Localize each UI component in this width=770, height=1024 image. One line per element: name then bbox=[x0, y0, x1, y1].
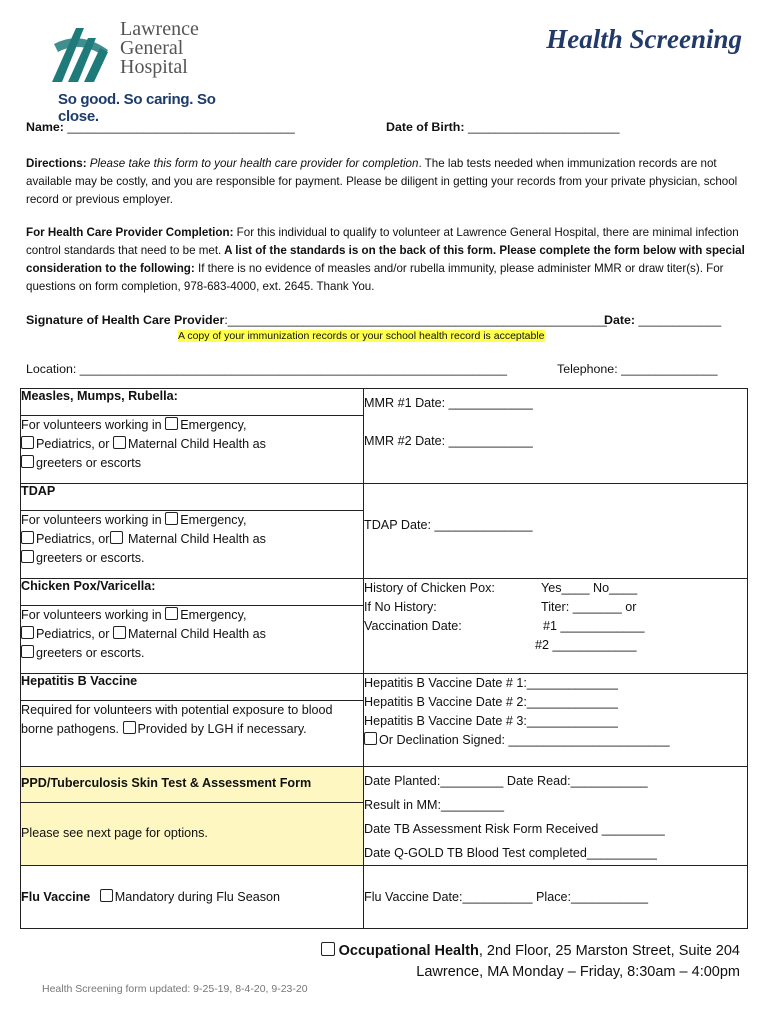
signature-date-label: Date: bbox=[604, 313, 635, 327]
footer-line-2: Lawrence, MA Monday – Friday, 8:30am – 4:00pm bbox=[416, 964, 740, 980]
chickenpox-body bbox=[21, 606, 364, 674]
name-label: Name: bbox=[26, 120, 64, 134]
copy-note bbox=[178, 330, 545, 342]
checkbox-occupational[interactable] bbox=[321, 942, 335, 956]
tdap-pediatrics-label: Pediatrics, or bbox=[36, 532, 110, 546]
date-planted-blank: _________ bbox=[440, 774, 504, 788]
provider-text: For this individual to qualify to volunteer at Lawrence General Hospital, there are minimal infection control standards that need to be met. bbox=[26, 226, 739, 257]
history-yes-no: Yes____ No____ bbox=[541, 581, 638, 595]
history-label: History of Chicken Pox: bbox=[364, 581, 495, 595]
telephone-label: Telephone bbox=[557, 362, 615, 376]
copy-note-text: A copy of your immunization records or your school health record is acceptable bbox=[178, 330, 545, 342]
declination-label: Or Declination Signed: _______________________ bbox=[379, 733, 670, 747]
directions-label: Directions: bbox=[26, 157, 87, 170]
tb-cell bbox=[364, 767, 748, 866]
table-row bbox=[21, 484, 748, 511]
tb-result[interactable] bbox=[364, 793, 747, 817]
hepb-provided-label: Provided by LGH if necessary. bbox=[137, 722, 307, 736]
directions-italic: Please take this form to your health care provider for completion bbox=[89, 157, 419, 170]
directions-text: . The lab tests needed when immunization records are not available may be costly, and you are responsible for payment. Please be diligent in getting your records from your private physician, school record or previous employer. bbox=[26, 157, 738, 206]
checkbox-maternal[interactable] bbox=[110, 531, 123, 544]
chickenpox-titer[interactable] bbox=[364, 598, 747, 617]
provider-paragraph bbox=[26, 224, 748, 296]
location-field[interactable] bbox=[26, 362, 507, 376]
mmr-maternal-label: Maternal Child Health as bbox=[128, 437, 266, 451]
name-field[interactable] bbox=[26, 120, 295, 134]
flu-date-cell bbox=[364, 866, 748, 929]
provider-label: For Health Care Provider Completion: bbox=[26, 226, 234, 239]
date-read-blank: ___________ bbox=[570, 774, 648, 788]
checkbox-maternal[interactable] bbox=[113, 626, 126, 639]
checkbox-greeters[interactable] bbox=[21, 455, 34, 468]
telephone-field[interactable] bbox=[557, 362, 718, 376]
logo-line-3: Hospital bbox=[120, 56, 188, 78]
hepb-declination[interactable] bbox=[364, 731, 747, 750]
table-row bbox=[21, 767, 748, 803]
dob-label: Date of Birth: bbox=[386, 120, 465, 134]
flu-date-place[interactable]: Flu Vaccine Date:__________ Place:___________ bbox=[364, 889, 649, 904]
tdap-header: TDAP bbox=[21, 484, 364, 511]
mmr-emergency-label: Emergency, bbox=[180, 418, 247, 432]
tdap-date[interactable]: TDAP Date: ______________ bbox=[364, 518, 533, 532]
tb-body: Please see next page for options. bbox=[21, 802, 364, 865]
tb-qgold[interactable] bbox=[364, 841, 747, 865]
checkbox-pediatrics[interactable] bbox=[21, 626, 34, 639]
dob-field[interactable] bbox=[386, 120, 620, 134]
mmr-text: For volunteers working in bbox=[21, 418, 166, 432]
checkbox-emergency[interactable] bbox=[165, 607, 178, 620]
location-blank: : ______________________________________________________________ bbox=[72, 362, 507, 376]
chickenpox-vaccination-1[interactable] bbox=[364, 617, 747, 636]
form-updated-note: Health Screening form updated: 9-25-19, 8-4-20, 9-23-20 bbox=[42, 983, 308, 995]
cp-greeters-label: greeters or escorts. bbox=[36, 646, 145, 660]
mmr1-date[interactable]: MMR #1 Date: ____________ bbox=[364, 396, 533, 410]
table-row bbox=[21, 389, 748, 416]
footer-address bbox=[298, 941, 740, 983]
no-history-label: If No History: bbox=[364, 600, 437, 614]
tdap-text: For volunteers working in bbox=[21, 513, 166, 527]
signature-field[interactable] bbox=[26, 313, 607, 327]
titer-blank: Titer: _______ or bbox=[541, 600, 637, 614]
provider-end: If there is no evidence of measles and/or rubella immunity, please administer MMR or draw titer(s). For questions on form completion, 978-683-4000, ext. 2645. Thank You. bbox=[26, 262, 724, 293]
checkbox-pediatrics[interactable] bbox=[21, 436, 34, 449]
logo-line-2: General bbox=[120, 37, 184, 59]
mmr-header: Measles, Mumps, Rubella: bbox=[21, 389, 364, 416]
footer-address-text: , 2nd Floor, 25 Marston Street, Suite 204 bbox=[478, 943, 740, 959]
checkbox-flu[interactable] bbox=[100, 889, 113, 902]
checkbox-greeters[interactable] bbox=[21, 645, 34, 658]
logo-wordmark bbox=[120, 20, 199, 77]
qgold-label: Date Q-GOLD TB Blood Test completed bbox=[364, 846, 587, 860]
name-blank: _________________________________ bbox=[67, 120, 295, 134]
hepb-date-1[interactable]: Hepatitis B Vaccine Date # 1:_____________ bbox=[364, 676, 618, 690]
qgold-blank: __________ bbox=[586, 846, 657, 860]
chickenpox-cell bbox=[364, 579, 748, 674]
directions-paragraph bbox=[26, 155, 748, 209]
logo-line-1: Lawrence bbox=[120, 18, 199, 40]
footer-line-1 bbox=[298, 941, 740, 962]
immunization-table bbox=[20, 388, 748, 929]
signature-label: Signature of Health Care Provider bbox=[26, 313, 225, 327]
mmr-body bbox=[21, 416, 364, 484]
chickenpox-vaccination-2[interactable] bbox=[364, 636, 747, 655]
checkbox-greeters[interactable] bbox=[21, 550, 34, 563]
tdap-maternal-label: Maternal Child Health as bbox=[124, 532, 266, 546]
date-read-label: Date Read: bbox=[503, 774, 571, 788]
cp-maternal-label: Maternal Child Health as bbox=[128, 627, 266, 641]
cp-pediatrics-label: Pediatrics, or bbox=[36, 627, 113, 641]
table-row bbox=[21, 866, 748, 929]
table-row bbox=[21, 674, 748, 701]
checkbox-emergency[interactable] bbox=[165, 417, 178, 430]
telephone-blank: : ______________ bbox=[614, 362, 718, 376]
checkbox-maternal[interactable] bbox=[113, 436, 126, 449]
hepb-header: Hepatitis B Vaccine bbox=[21, 674, 364, 701]
signature-date-blank: ____________ bbox=[638, 313, 722, 327]
vaccination-label: Vaccination Date: bbox=[364, 619, 462, 633]
tdap-body bbox=[21, 511, 364, 579]
result-blank: _________ bbox=[440, 798, 505, 812]
hospital-logo bbox=[48, 16, 248, 125]
date-planted-label: Date Planted: bbox=[364, 774, 441, 788]
table-row bbox=[21, 579, 748, 606]
hepb-cell bbox=[364, 674, 748, 767]
tdap-dates-cell bbox=[364, 484, 748, 579]
mmr2-date[interactable]: MMR #2 Date: ____________ bbox=[364, 434, 533, 448]
signature-date-field[interactable] bbox=[604, 313, 721, 327]
location-label: Location bbox=[26, 362, 73, 376]
hepb-body bbox=[21, 701, 364, 767]
mmr-greeters-label: greeters or escorts bbox=[36, 456, 141, 470]
page-title: Health Screening bbox=[546, 24, 742, 54]
flu-header: Flu Vaccine bbox=[21, 889, 91, 904]
signature-blank: :_______________________________________________________ bbox=[224, 313, 607, 327]
tdap-greeters-label: greeters or escorts. bbox=[36, 551, 145, 565]
hepb-date-3[interactable]: Hepatitis B Vaccine Date # 3:_____________ bbox=[364, 714, 618, 728]
cp-text: For volunteers working in bbox=[21, 608, 166, 622]
chickenpox-history[interactable] bbox=[364, 579, 747, 598]
tb-date-planted[interactable] bbox=[364, 769, 747, 793]
dob-blank: ______________________ bbox=[467, 120, 620, 134]
tb-header: PPD/Tuberculosis Skin Test & Assessment Form bbox=[21, 767, 364, 803]
mmr-dates-cell bbox=[364, 389, 748, 484]
result-label: Result in MM: bbox=[364, 798, 441, 812]
flu-cell bbox=[21, 866, 364, 929]
checkbox-emergency[interactable] bbox=[165, 512, 178, 525]
mmr-pediatrics-label: Pediatrics, or bbox=[36, 437, 113, 451]
vaccination-2-blank: #2 ____________ bbox=[535, 638, 637, 652]
checkbox-provided[interactable] bbox=[123, 721, 136, 734]
hepb-text: Required for volunteers with potential exposure to blood borne pathogens. bbox=[21, 703, 333, 736]
logo-mark-icon bbox=[48, 20, 112, 90]
chickenpox-header: Chicken Pox/Varicella: bbox=[21, 579, 364, 606]
cp-emergency-label: Emergency, bbox=[180, 608, 247, 622]
checkbox-pediatrics[interactable] bbox=[21, 531, 34, 544]
logo-tagline: So good. So caring. So close. bbox=[58, 91, 216, 125]
hepb-date-2[interactable]: Hepatitis B Vaccine Date # 2:_____________ bbox=[364, 695, 618, 709]
provider-bold: A list of the standards is on the back of this form. Please complete the form below with special consideration to the following: bbox=[26, 244, 745, 275]
flu-mandatory-label: Mandatory during Flu Season bbox=[114, 889, 281, 904]
checkbox-declination[interactable] bbox=[364, 732, 377, 745]
occupational-health-label: Occupational Health bbox=[338, 943, 479, 959]
vaccination-1-blank: #1 ____________ bbox=[543, 619, 645, 633]
tb-risk-form[interactable]: Date TB Assessment Risk Form Received _________ bbox=[364, 822, 665, 836]
tdap-emergency-label: Emergency, bbox=[180, 513, 247, 527]
